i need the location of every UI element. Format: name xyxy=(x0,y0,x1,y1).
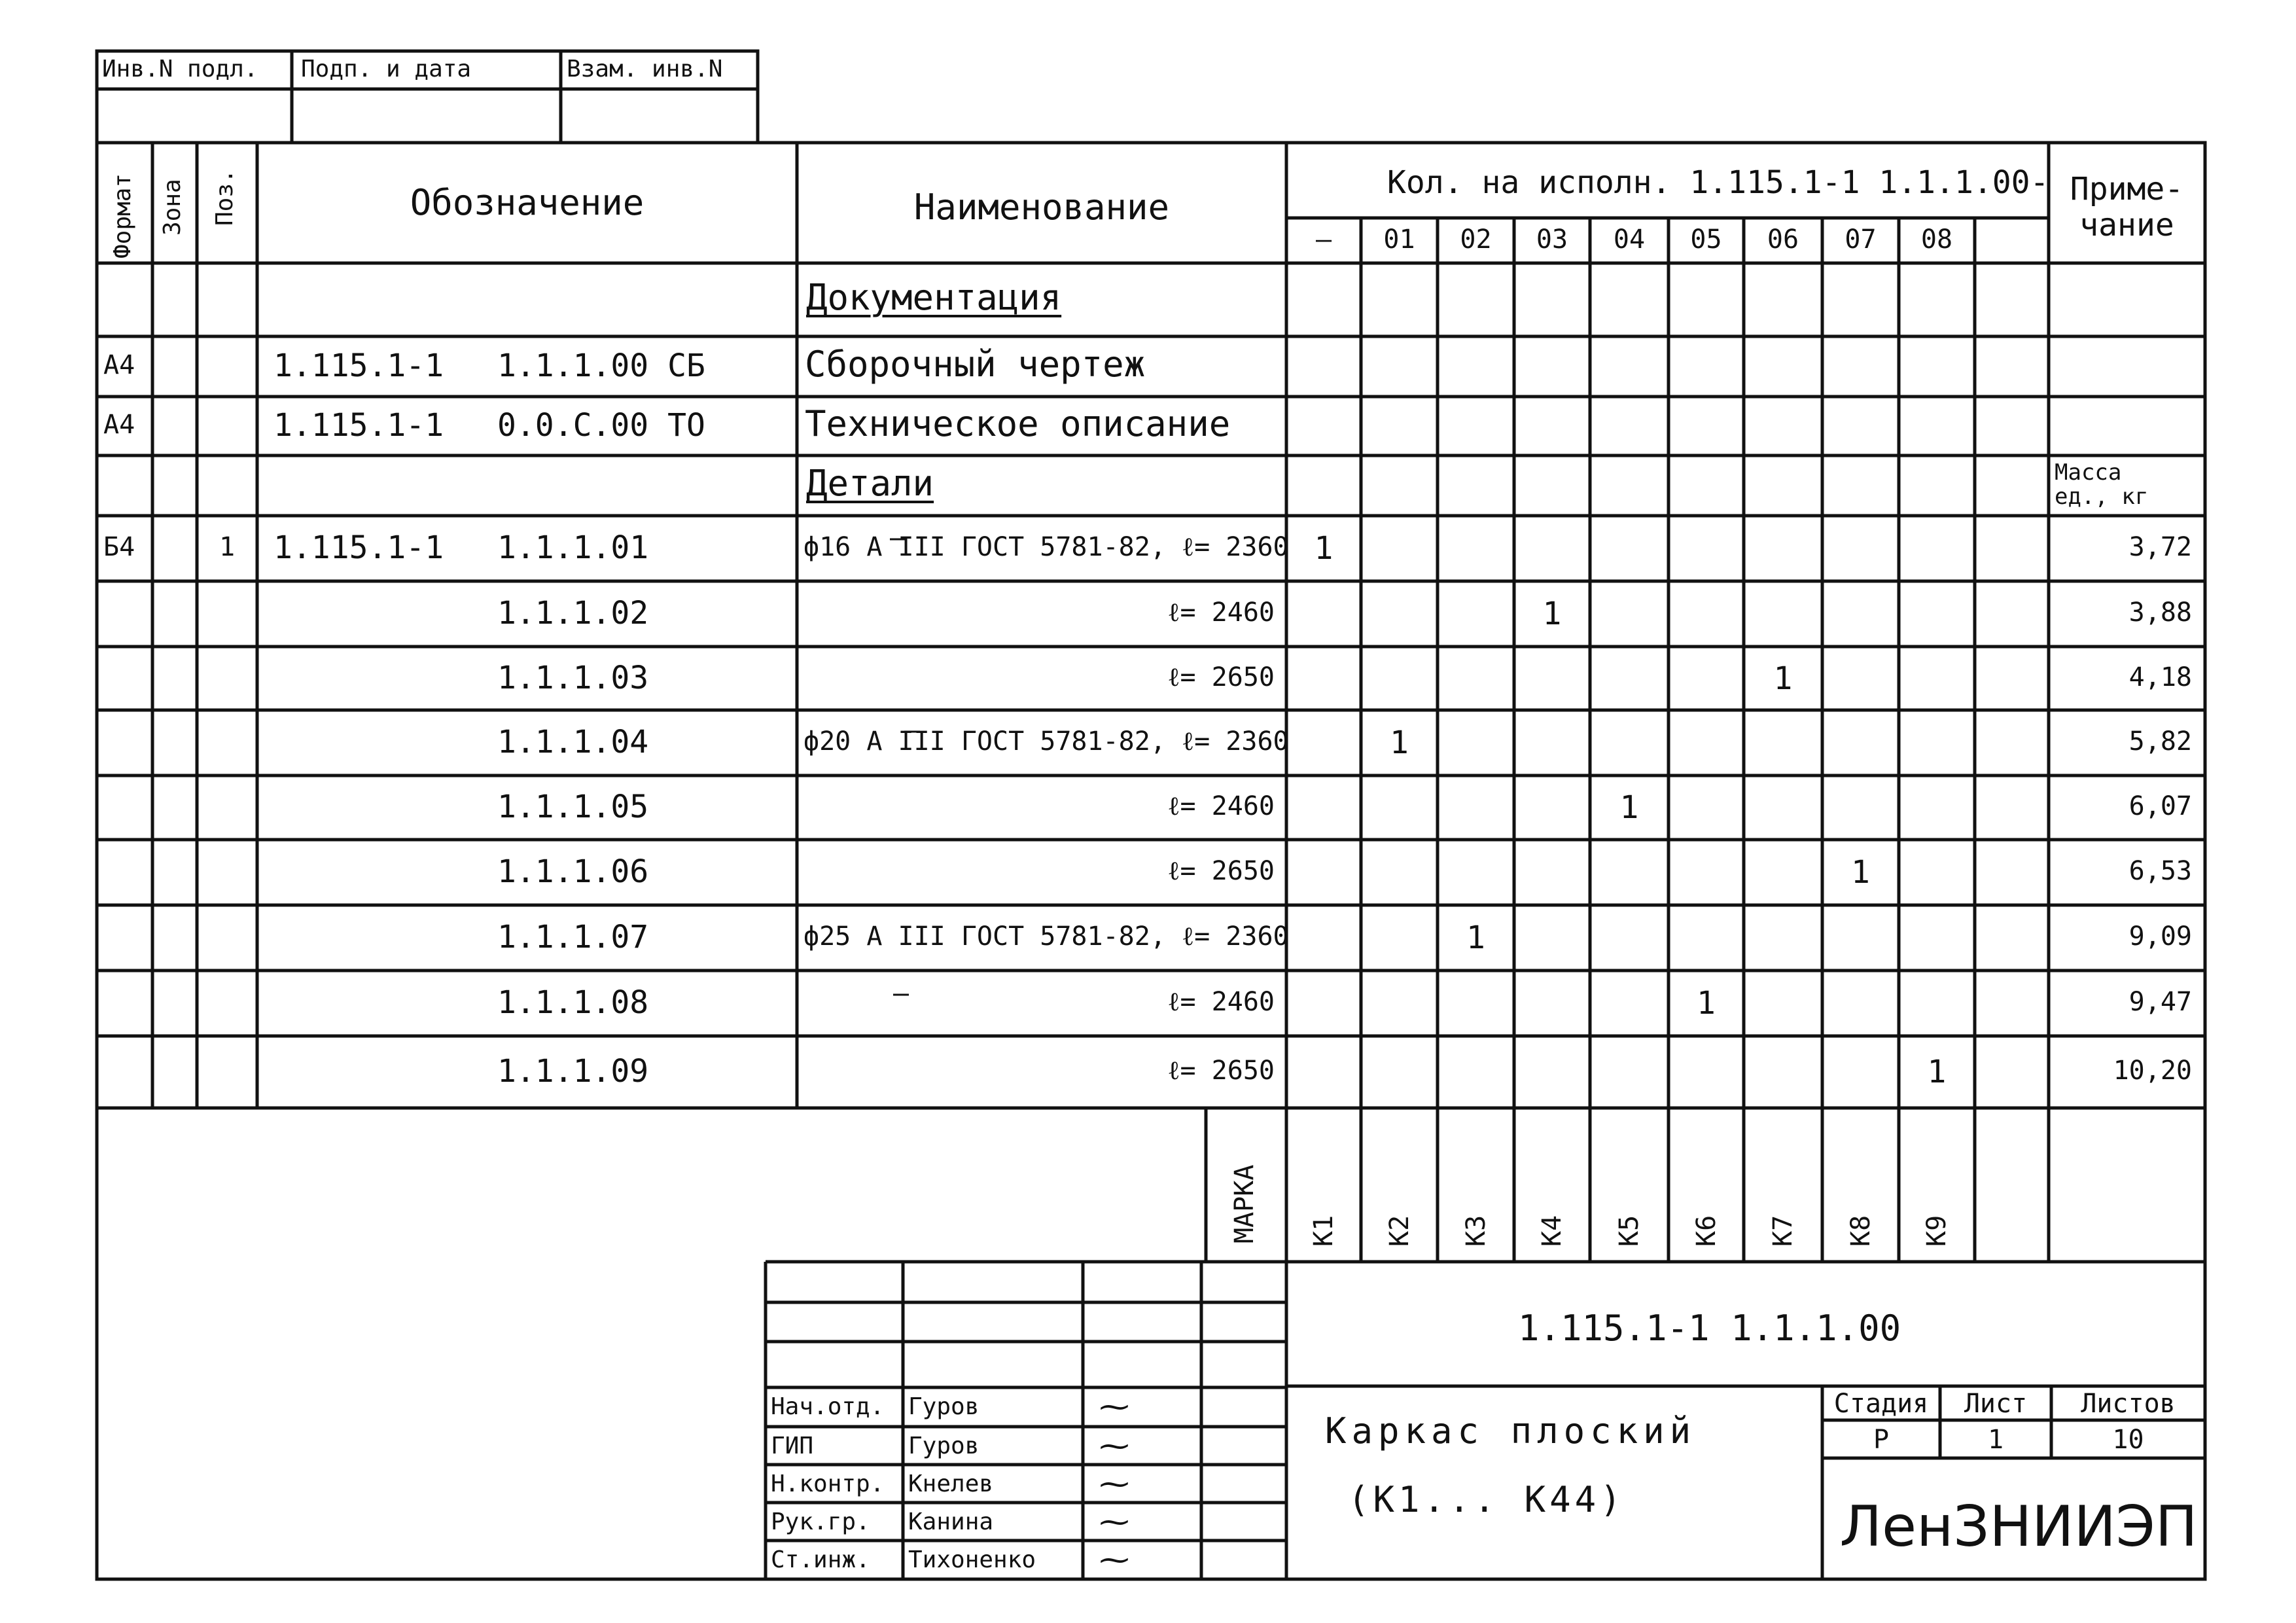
row-note: 4,18 xyxy=(2128,662,2192,692)
row-designation-number: 1.1.1.04 xyxy=(497,724,649,760)
row-designation-number: 1.1.1.01 xyxy=(497,529,649,566)
sheets-label: Листов xyxy=(2081,1389,2176,1419)
signature-mark: ⁓ xyxy=(1099,1504,1129,1539)
row-designation-code: 1.115.1-1 xyxy=(274,407,444,444)
row-qty: 1 xyxy=(1390,724,1409,761)
sheet-value: 1 xyxy=(1987,1425,2004,1455)
row-name: ℓ= 2650 xyxy=(1167,856,1275,886)
row-name: ℓ= 2460 xyxy=(1167,987,1275,1017)
row-qty: 1 xyxy=(1851,854,1870,891)
row-designation-number: 1.1.1.02 xyxy=(497,595,649,632)
variant-header-1: 01 xyxy=(1383,224,1415,255)
header-note-text: Приме-чание xyxy=(2070,171,2184,244)
row-qty: 1 xyxy=(1466,919,1485,956)
signer-name: Кнелев xyxy=(908,1471,994,1497)
row-designation-number: 1.1.1.08 xyxy=(497,984,649,1021)
title-line1: Каркас плоский xyxy=(1325,1410,1697,1452)
signer-name: Канина xyxy=(908,1508,994,1535)
row-qty: 1 xyxy=(1927,1054,1947,1090)
sheets-value: 10 xyxy=(2112,1425,2144,1455)
variant-header-4: 04 xyxy=(1613,224,1646,255)
stamp-header-inv: Инв.N подл. xyxy=(102,56,258,82)
header-pos: Поз. xyxy=(211,169,238,226)
header-note xyxy=(2049,171,2205,243)
row-note: Масса ед., кг xyxy=(2055,459,2149,510)
row-designation-number: 1.1.1.00 СБ xyxy=(497,348,705,384)
stamp-header-replace: Взам. инв.N xyxy=(567,56,723,82)
variant-header-8: 08 xyxy=(1920,224,1953,255)
mark-label: К9 xyxy=(1922,1215,1952,1247)
header-qty-title: Кол. на исполн. 1.115.1-1 1.1.1.00- xyxy=(1387,164,2049,201)
row-name: ℓ= 2460 xyxy=(1167,597,1275,628)
row-name-section: Детали xyxy=(806,463,934,504)
signer-role: Ст.инж. xyxy=(771,1546,870,1573)
row-designation-number: 1.1.1.03 xyxy=(497,659,649,696)
row-qty: 1 xyxy=(1619,789,1639,826)
mark-label: К3 xyxy=(1460,1215,1491,1247)
row-designation-number: 1.1.1.09 xyxy=(497,1053,649,1090)
row-format: Б4 xyxy=(103,532,135,562)
row-note: 6,07 xyxy=(2128,791,2192,821)
row-note: 9,47 xyxy=(2128,987,2192,1017)
row-designation-code: 1.115.1-1 xyxy=(274,529,444,566)
row-designation-number: 0.0.С.00 ТО xyxy=(497,407,705,444)
row-designation-number: 1.1.1.06 xyxy=(497,853,649,890)
row-name: Техническое описание xyxy=(805,403,1231,444)
stamp-header-sign: Подп. и дата xyxy=(301,56,472,82)
row-name: Сборочный чертеж xyxy=(805,344,1146,385)
variant-header-0: – xyxy=(1315,224,1332,255)
row-qty: 1 xyxy=(1697,985,1716,1022)
signer-name: Гуров xyxy=(908,1433,980,1459)
signature-mark: ⁓ xyxy=(1099,1428,1129,1463)
header-format: Формат xyxy=(109,173,136,259)
row-name: ℓ= 2460 xyxy=(1167,791,1275,821)
row-format: А4 xyxy=(103,410,135,440)
signer-role: ГИП xyxy=(771,1433,814,1459)
row-note: 9,09 xyxy=(2128,921,2192,952)
sheet-label: Лист xyxy=(1964,1389,2028,1419)
mark-label: К5 xyxy=(1614,1215,1644,1247)
row-qty: 1 xyxy=(1542,596,1562,632)
variant-header-7: 07 xyxy=(1845,224,1877,255)
row-pos: 1 xyxy=(219,532,236,562)
signer-role: Нач.отд. xyxy=(771,1393,885,1420)
header-name: Наименование xyxy=(913,187,1170,228)
doc-number: 1.115.1-1 1.1.1.00 xyxy=(1518,1308,1901,1349)
signature-mark: ⁓ xyxy=(1099,1542,1129,1577)
signature-mark: ⁓ xyxy=(1099,1466,1129,1501)
mark-label: К6 xyxy=(1691,1215,1722,1247)
row-name: ℓ= 2650 xyxy=(1167,1056,1275,1086)
row-note: 3,88 xyxy=(2128,597,2192,628)
organization-name: ЛенЗНИИЭП xyxy=(1839,1494,2198,1560)
signer-name: Тихоненко xyxy=(908,1546,1036,1573)
row-name: ф16 А III ГОСТ 5781-82, ℓ= 2360 xyxy=(804,532,1289,562)
variant-header-3: 03 xyxy=(1536,224,1568,255)
row-format: А4 xyxy=(103,350,135,380)
mark-label: К4 xyxy=(1537,1215,1567,1247)
row-designation-number: 1.1.1.05 xyxy=(497,789,649,825)
row-note: 6,53 xyxy=(2128,856,2192,886)
row-note: 10,20 xyxy=(2113,1056,2192,1086)
signer-role: Н.контр. xyxy=(771,1471,885,1497)
row-qty: 1 xyxy=(1314,530,1333,567)
stage-value: Р xyxy=(1873,1425,1890,1455)
row-designation-number: 1.1.1.07 xyxy=(497,919,649,955)
header-designation: Обозначение xyxy=(410,182,645,223)
mark-label: К7 xyxy=(1768,1215,1798,1247)
mark-label: К2 xyxy=(1384,1215,1415,1247)
variant-header-2: 02 xyxy=(1460,224,1492,255)
variant-header-6: 06 xyxy=(1767,224,1799,255)
row-name: ф25 А III ГОСТ 5781-82, ℓ= 2360 xyxy=(804,921,1289,952)
row-qty: 1 xyxy=(1773,660,1793,697)
signer-name: Гуров xyxy=(908,1393,980,1420)
signature-mark: ⁓ xyxy=(1099,1389,1129,1424)
mark-label: К8 xyxy=(1845,1215,1876,1247)
signer-role: Рук.гр. xyxy=(771,1508,870,1535)
row-designation-code: 1.115.1-1 xyxy=(274,348,444,384)
mark-label: К1 xyxy=(1309,1215,1339,1247)
row-name-section: Документация xyxy=(806,277,1062,318)
header-zone: Зона xyxy=(159,179,186,236)
row-name: ф20 А III ГОСТ 5781-82, ℓ= 2360 xyxy=(804,726,1289,757)
title-line2: (К1... К44) xyxy=(1348,1479,1625,1520)
marka-label: МАРКА xyxy=(1229,1164,1260,1243)
row-note: 5,82 xyxy=(2128,726,2192,757)
row-note: 3,72 xyxy=(2128,532,2192,562)
row-name: ℓ= 2650 xyxy=(1167,662,1275,692)
variant-header-5: 05 xyxy=(1690,224,1722,255)
stage-label: Стадия xyxy=(1833,1389,1929,1419)
